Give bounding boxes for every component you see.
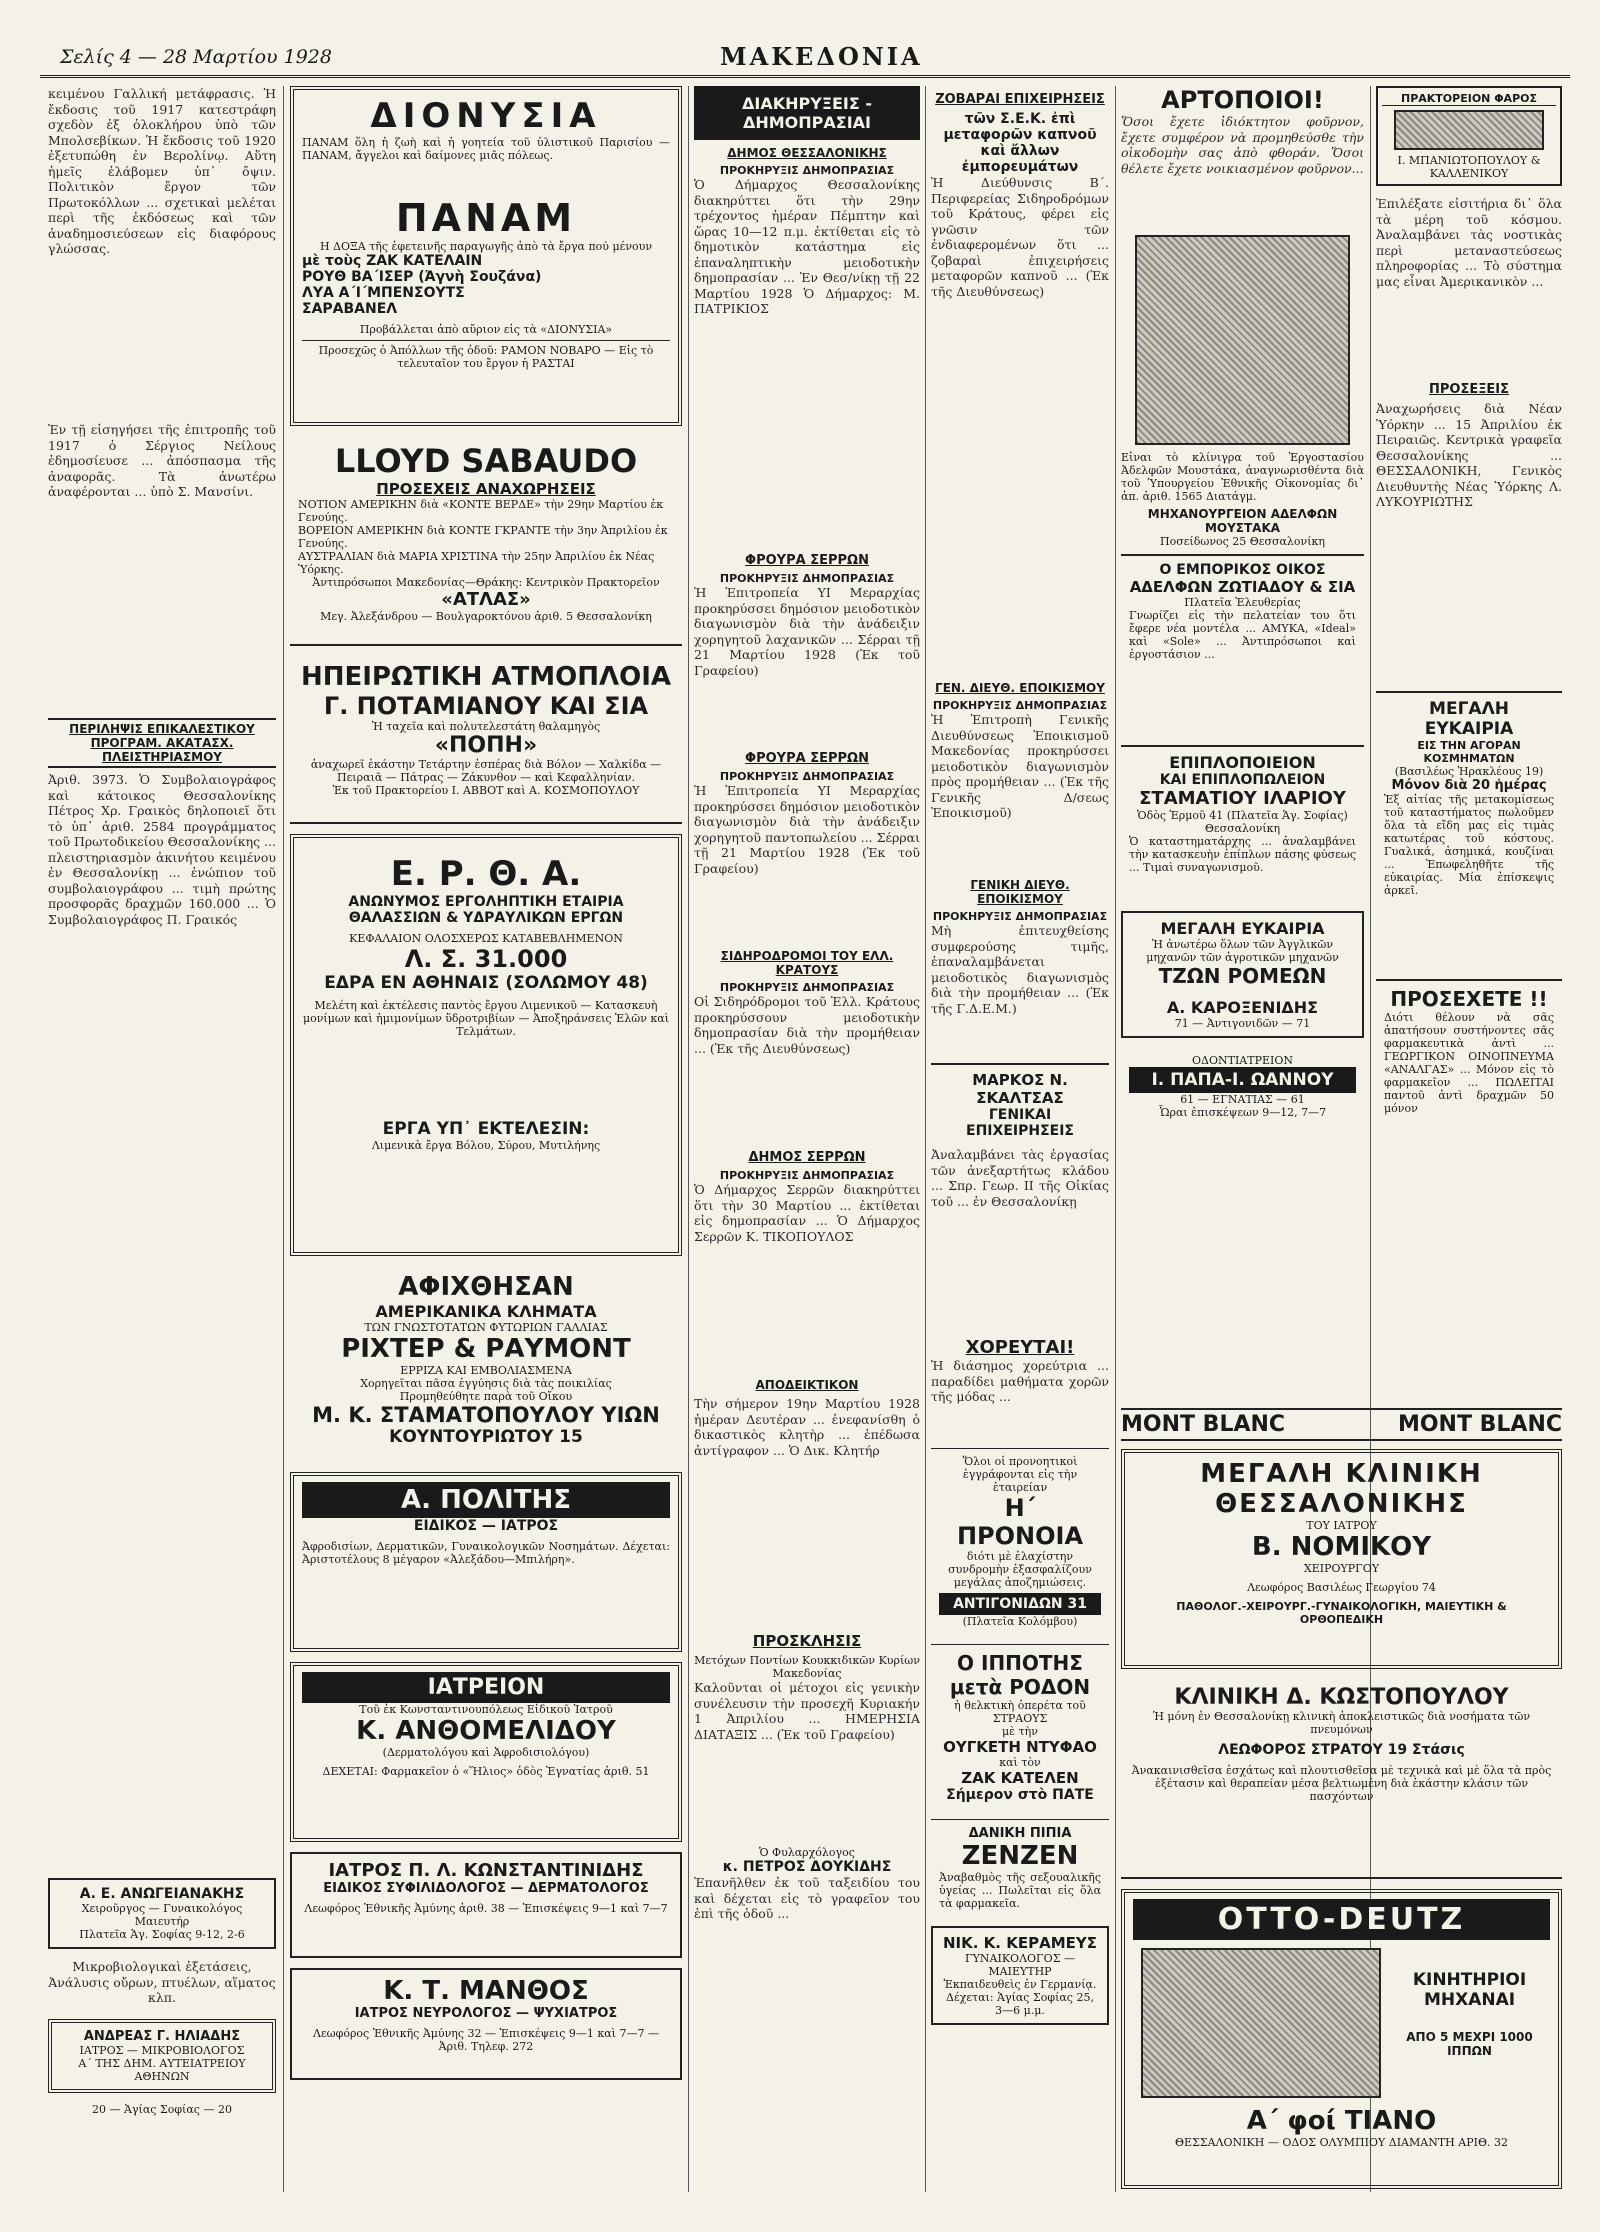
microbiology-note: Μικροβιολογικαὶ ἐξετάσεις, Ἀνάλυσις οὔρων, πτυέλων, αἵματος κλπ. [48, 1959, 276, 2005]
ad-ertha: Ε. Ρ. Θ. Α. ΑΝΩΝΥΜΟΣ ΕΡΓΟΛΗΠΤΙΚΗ ΕΤΑΙΡΙΑ ΘΑΛΑΣΣΙΩΝ & ΥΔΡΑΥΛΙΚΩΝ ΕΡΓΩΝ ΚΕΦΑΛΑΙΟΝ ΟΛΟΣΧΕΡΩΣ ΚΑΤΑΒΕΒΛΗΜΕΝΟΝ Λ. Σ. 31.000 ΕΔΡΑ ΕΝ ΑΘΗΝΑΙΣ (ΣΟΛΩΜΟΥ 48) Μελέτη καὶ ἐκτέλεσις παντὸς ἔργου Λιμενικοῦ — Κατασκευὴ μονίμων καὶ ἡμιμονίμων ὕδροτριβίων — Ἀποξηράνσεις Ἑλῶν καὶ Τελμάτων. ΕΡΓΑ ΥΠ᾽ ΕΚΤΕΛΕΣΙΝ: Λιμενικὰ ἔργα Βόλου, Σύρου, Μυτιλήνης [290, 834, 682, 1256]
ad-nomikou-clinic: ΜΕΓΑΛΗ ΚΛΙΝΙΚΗ ΘΕΣΣΑΛΟΝΙΚΗΣ ΤΟΥ ΙΑΤΡΟΥ Β. ΝΟΜΙΚΟΥ ΧΕΙΡΟΥΡΓΟΥ Λεωφόρος Βασιλέως Γεωργίου 74 ΠΑΘΟΛΟΓ.-ΧΕΙΡΟΥΡΓ.-ΓΥΝΑΙΚΟΛΟΓΙΚΗ, ΜΑΙΕΥΤΙΚΗ & ΟΡΘΟΠΕΔΙΚΗ [1121, 1449, 1562, 1669]
ad-skaltsas: ΜΑΡΚΟΣ Ν. ΣΚΑΛΤΣΑΣ ΓΕΝΙΚΑΙ ΕΠΙΧΕΙΡΗΣΕΙΣ [931, 1063, 1109, 1145]
notice-4-text: Οἱ Σιδηρόδρομοι τοῦ Ἑλλ. Κράτους προκηρύσσουν μειοδοτικὴν δημοπρασίαν διὰ τὴν προμήθειαν ... (Ἐκ τῆς Διευθύνσεως) [694, 994, 920, 1056]
oven-illustration [1135, 235, 1350, 445]
notice-5-title: ΔΗΜΟΣ ΣΕΡΡΩΝ [748, 1150, 866, 1165]
faros-logo [1394, 110, 1544, 150]
article-protocols-2: Ἐν τῇ εἰσηγήσει τῆς ἐπιτροπῆς τοῦ 1917 ὁ Σέργιος Νείλους ἐδημοσίευσε ... ἀπόσπασμα τῆς ἀναφορᾶς. Τὰ ἀνωτέρω ἀναφέρονται ... ὑπὸ Σ. Μανσίνι. [48, 422, 276, 499]
dancers-title: ΧΟΡΕΥΤΑΙ! [965, 1337, 1075, 1358]
ad-manthos: Κ. Τ. ΜΑΝΘΟΣ ΙΑΤΡΟΣ ΝΕΥΡΟΛΟΓΟΣ — ΨΥΧΙΑΤΡΟΣ Λεωφόρος Ἐθνικῆς Ἀμύνης 32 — Ἐπισκέψεις 9—1 καὶ 7—7 — Ἀριθ. Τηλεφ. 272 [290, 1968, 682, 2080]
column-6: ΠΡΑΚΤΟΡΕΙΟΝ ΦΑΡΟΣ Ι. ΜΠΑΝΙΩΤΟΠΟΥΛΟΥ & ΚΑΛΛΕΝΙΚΟΥ Ἐπιλέξατε εἰσιτήρια δι᾽ ὅλα τὰ μέρη τοῦ κόσμου. Ἀναλαμβάνει τὰς νοστικὰς περὶ μεταναστεύσεως πληροφορίας ... Τὸ σύστημα μας εἶναι Ἀμερικανικὸν ... ΠΡΟΣΕΞΕΙΣ Ἀναχωρήσεις διὰ Νέαν Ὑόρκην ... 15 Ἀπριλίου ἐκ Πειραιῶς. Κεντρικὰ γραφεῖα Θεσσαλονίκης ... ΘΕΣΣΑΛΟΝΙΚΗ, Γενικὸς Διευθυντὴς Νέας Ὑόρκης Λ. ΛΥΚΟΥΡΙΩΤΗΣ ΜΕΓΑΛΗ ΕΥΚΑΙΡΙΑ ΕΙΣ ΤΗΝ ΑΓΟΡΑΝ ΚΟΣΜΗΜΑΤΩΝ (Βασιλέως Ἡρακλέους 19) Μόνον διὰ 20 ἡμέρας Ἐξ αἰτίας τῆς μετακομίσεως τοῦ καταστήματος πωλοῦμεν ὅλα τὰ εἴδη μας εἰς τιμὰς κατωτέρας τοῦ κόστους. Γυαλικά, ἀσημικά, κουζίναι ... Ἐπωφεληθῆτε τῆς εὐκαιρίας. Μία ἐπίσκεψις ἀρκεῖ. ΠΡΟΣΕΧΕΤΕ !! Διότι θέλουν νὰ σᾶς ἀπατήσουν συστήνοντες σᾶς φαρμακευτικὰ ἀντὶ ... ΓΕΩΡΓΙΚΟΝ ΟΙΝΟΠΝΕΥΜΑ «ΑΝΑΛΓΑΣ» ... Μόνον εἰς τὸ φαρμακεῖον ... ΠΩΛΕΙΤΑΙ παντοῦ ἀντὶ δραχμῶν 50 μόνον [1376, 86, 1562, 2202]
ad-kostopoulou-clinic: ΚΛΙΝΙΚΗ Δ. ΚΩΣΤΟΠΟΥΛΟΥ Ἡ μόνη ἐν Θεσσαλονίκῃ κλινικὴ ἀποκλειστικῶς διὰ νοσήματα τῶν πνευμόνων ΛΕΩΦΟΡΟΣ ΣΤΡΑΤΟΥ 19 Στάσις Ἀνακαινισθεῖσα ἐσχάτως καὶ πλουτισθεῖσα μὲ τεχνικὰ καὶ μὲ ὅλα τὰ πρὸς ἐξέτασιν καὶ θεραπείαν μέσα βελτιωμένη διὰ ἑκάστην κλάσιν τῶν πασχόντων [1121, 1679, 1562, 1879]
column-5: ΑΡΤΟΠΟΙΟΙ! Ὅσοι ἔχετε ἰδιόκτητον φοῦρνον, ἔχετε συμφέρον νὰ προμηθεύσθε τὴν οἰκοδομὴν σας ἀπὸ φθοράν. Ὅσοι θέλετε ἔχετε νοικιασμένον φοῦρνον... Εἶναι τὸ κλίνιγρα τοῦ Ἐργοστασίου Ἀδελφῶν Μουστάκα, ἀναγνωρισθέντα διὰ τοῦ Ὑπουργείου Ἐθνικῆς Οἰκονομίας δι᾽ ἀπ. ἀριθ. 1565 Διατάγμ. ΜΗΧΑΝΟΥΡΓΕΙΟΝ ΑΔΕΛΦΩΝ ΜΟΥΣΤΑΚΑ Ποσείδωνος 25 Θεσσαλονίκη Ο ΕΜΠΟΡΙΚΟΣ ΟΙΚΟΣ ΑΔΕΛΦΩΝ ΖΩΤΙΑΔΟΥ & ΣΙΑ Πλατεῖα Ἐλευθερίας Γνωρίζει εἰς τὴν πελατείαν του ὅτι ἔφερε νέα μοντέλα ... ΑΜΥΚΑ, «Ideal» καὶ «Sole» ... Ἀντιπρόσωποι καὶ ἐργοστάσιον ... ΕΠΙΠΛΟΠΟΙΕΙΟΝ ΚΑΙ ΕΠΙΠΛΟΠΩΛΕΙΟΝ ΣΤΑΜΑΤΙΟΥ ΙΛΑΡΙΟΥ Ὁδὸς Ἑρμοῦ 41 (Πλατεῖα Ἁγ. Σοφίας) Θεσσαλονίκη Ὁ καταστηματάρχης ... ἀναλαμβάνει τὴν κατασκευὴν ἐπίπλων πάσης φύσεως ... Τιμαὶ συναγωνισμοῦ. ΜΕΓΑΛΗ ΕΥΚΑΙΡΙΑ Ἡ ἀνωτέρω ὅλων τῶν Ἀγγλικῶν μηχανῶν τῶν ἀγροτικῶν μηχανῶν ΤΖΩΝ ΡΟΜΕΩΝ Α. ΚΑΡΟΞΕΝΙΔΗΣ 71 — Ἀντιγονιδῶν — 71 ΟΔΟΝΤΙΑΤΡΕΙΟΝ Ι. ΠΑΠΑ-Ι. ΩΑΝΝΟΥ 61 — ΕΓΝΑΤΙΑΣ — 61 Ὧραι ἐπισκέψεων 9—12, 7—7 [1121, 86, 1364, 2202]
column-2 [290, 86, 682, 2202]
notice-1-title: ΔΗΜΟΣ ΘΕΣΣΑΛΟΝΙΚΗΣ [727, 146, 887, 160]
faros-departures-title: ΠΡΟΣΕΞΕΙΣ [1428, 382, 1510, 397]
ad-konstantinidis: ΙΑΤΡΟΣ Π. Λ. ΚΩΝΣΤΑΝΤΙΝΙΔΗΣ ΕΙΔΙΚΟΣ ΣΥΦΙΛΙΔΟΛΟΓΟΣ — ΔΕΡΜΑΤΟΛΟΓΟΣ Λεωφόρος Ἐθνικῆς Ἀμύνης ἀριθ. 38 — Ἐπισκέψεις 9—1 καὶ 7—7 [290, 1852, 682, 1958]
notice-7-title: ΠΡΟΣΚΛΗΣΙΣ [752, 1632, 862, 1650]
masthead [40, 38, 1570, 78]
notice-3-title: ΦΡΟΥΡΑ ΣΕΡΡΩΝ [745, 751, 869, 766]
notice-2-title: ΦΡΟΥΡΑ ΣΕΡΡΩΝ [745, 553, 869, 568]
notice-3-text: Ἡ Ἐπιτροπεία ΥΙ Μεραρχίας προκηρύσσει δημόσιον μειοδοτικὸν διαγωνισμὸν διὰ τὴν ἀνάδειξιν χορηγητοῦ παντοπωλείου ... Σέρραι τῇ 21 Μαρτίου 1928 (Ἐκ τοῦ Γραφείου) [694, 783, 920, 876]
ad-zenzen: ΔΑΝΙΚΗ ΠΙΠΙΑ ΖΕΝΖΕΝ Ἀναβαθμὸς τῆς σεξουαλικῆς ὑγείας ... Πωλεῖται εἰς ὅλα τὰ φαρμακεῖα. [931, 1819, 1109, 1916]
ad-anthomelidou: ΙΑΤΡΕΙΟΝ Τοῦ ἐκ Κωνσταντινουπόλεως Εἰδικοῦ Ἰατροῦ Κ. ΑΝΘΟΜΕΛΙΔΟΥ (Δερματολόγου καὶ Ἀφροδισιολόγου) ΔΕΧΕΤΑΙ: Φαρμακεῖον ὁ «Ἥλιος» ὁδὸς Ἐγνατίας ἀριθ. 51 [290, 1662, 682, 1842]
column-4: ΖΟΒΑΡΑΙ ΕΠΙΧΕΙΡΗΣΕΙΣ τῶν Σ.Ε.Κ. ἐπὶ μεταφορῶν καπνοῦ καὶ ἄλλων ἐμπορευμάτων Ἡ Διεύθυνσις Β΄. Περιφερείας Σιδηροδρόμων τοῦ Κράτους, φέρει εἰς γνῶσιν τῶν ἐνδιαφερομένων ὅτι ... ζοβαραὶ ἐπιχειρήσεις μεταφορῶν καπνοῦ ... (Ἐκ τῆς Διευθύνσεως) ΓΕΝ. ΔΙΕΥΘ. ΕΠΟΙΚΙΣΜΟΥ ΠΡΟΚΗΡΥΞΙΣ ΔΗΜΟΠΡΑΣΙΑΣ Ἡ Ἐπιτροπὴ Γενικῆς Διευθύνσεως Ἐποικισμοῦ Μακεδονίας προκηρύσσει μειοδοτικὸν διαγωνισμὸν πρὸς προμήθειαν ... (Ἐκ τῆς Γενικῆς Δ/σεως Ἐποικισμοῦ) ΓΕΝΙΚΗ ΔΙΕΥΘ. ΕΠΟΙΚΙΣΜΟΥ ΠΡΟΚΗΡΥΞΙΣ ΔΗΜΟΠΡΑΣΙΑΣ Μὴ ἐπιτευχθείσης συμφερούσης τιμῆς, ἐπαναλαμβάνεται μειοδοτικὸς διαγωνισμὸς διὰ τὴν προμήθειαν ... (Ἐκ τῆς Γ.Δ.Ε.Μ.) ΜΑΡΚΟΣ Ν. ΣΚΑΛΤΣΑΣ ΓΕΝΙΚΑΙ ΕΠΙΧΕΙΡΗΣΕΙΣ Ἀναλαμβάνει τὰς ἐργασίας τῶν ἀνεξαρτήτως κλάδου ... Σπρ. Γεωρ. ΙΙ τῆς Οἰκίας τοῦ ... ἐν Θεσσαλονίκῃ ΧΟΡΕΥΤΑΙ! Ἡ διάσημος χορεύτρια ... παραδίδει μαθήματα χορῶν τῆς μόδας ... Ὅλοι οἱ προνοητικοὶ ἐγγράφονται εἰς τὴν ἑταιρείαν Η΄ ΠΡΟΝΟΙΑ διότι μὲ ἐλαχίστην συνδρομὴν ἐξασφαλίζουν μεγάλας ἀποζημιώσεις. ΑΝΤΙΓΟΝΙΔΩΝ 31 (Πλατεῖα Κολόμβου) Ο ΙΠΠΟΤΗΣ μετὰ ΡΟΔΟΝ ἡ θελκτικὴ ὀπερέτα τοῦ ΣΤΡΑΟΥΣ μὲ τὴν ΟΥΓΚΕΤΗ ΝΤΥΦΑΟ καὶ τὸν ΖΑΚ ΚΑΤΕΛΕΝ Σήμερον στὸ ΠΑΤΕ ΔΑΝΙΚΗ ΠΙΠΙΑ ΖΕΝΖΕΝ Ἀναβαθμὸς τῆς σεξουαλικῆς ὑγείας ... Πωλεῖται εἰς ὅλα τὰ φαρμακεῖα. ΝΙΚ. Κ. ΚΕΡΑΜΕΥΣ ΓΥΝΑΙΚΟΛΟΓΟΣ — ΜΑΙΕΥΤΗΡ Ἐκπαιδευθεὶς ἐν Γερμανίᾳ. Δέχεται: Ἁγίας Σοφίας 25, 3—6 μ.μ. [931, 86, 1109, 2202]
ad-dionysia-cinema: ΔΙΟΝΥΣΙΑ ΠΑΝΑΜ ὅλη ἡ ζωὴ καὶ ἡ γοητεία τοῦ ὑλιστικοῦ Παρισίου — ΠΑΝΑΜ, ἄγγελοι καὶ δαίμονες μιᾶς πόλεως. ΠΑΝΑΜ Η ΔΟΞΑ τῆς ἐφετεινῆς παραγωγῆς ἀπὸ τὰ ἔργα πού μένουν μὲ τοὺς ΖΑΚ ΚΑΤΕΛΑΙΝ ΡΟΥΘ ΒΑ΄ΙΣΕΡ (Ἀγνὴ Σουζάνα) ΛΥΑ Α΄Ι΄ΜΠΕΝΣΟΥΤΣ ΣΑΡΑΒΑΝΕΛ Προβάλλεται ἀπὸ αὔριον εἰς τὰ «ΔΙΟΝΥΣΙΑ» Προσεχῶς ὁ Ἀπόλλων τῆς ὁδοῦ: ΡΑΜΟΝ ΝΟΒΑΡΟ — Εἰς τὸ τελευταῖον του ἔργον ἡ ΡΑΣΤΑΙ [290, 86, 682, 426]
ad-prosoxi: ΠΡΟΣΕΧΕΤΕ !! Διότι θέλουν νὰ σᾶς ἀπατήσουν συστήνοντες σᾶς φαρμακευτικὰ ἀντὶ ... ΓΕΩΡΓΙΚΟΝ ΟΙΝΟΠΝΕΥΜΑ «ΑΝΑΛΓΑΣ» ... Μόνον εἰς τὸ φαρμακεῖον ... ΠΩΛΕΙΤΑΙ παντοῦ ἀντὶ δραχμῶν 50 μόνον [1376, 979, 1562, 1247]
notice-5-text: Ὁ Δήμαρχος Σερρῶν διακηρύττει ὅτι τὴν 30 Μαρτίου ... ἐκτίθεται εἰς δημοπρασίαν ... Ὁ Δήμαρχος Σερρῶν Κ. ΤΙΚΟΠΟΥΛΟΣ [694, 1182, 920, 1244]
montblanc-left: MONT BLANC [1121, 1412, 1286, 1437]
ad-faros: ΠΡΑΚΤΟΡΕΙΟΝ ΦΑΡΟΣ Ι. ΜΠΑΝΙΩΤΟΠΟΥΛΟΥ & ΚΑΛΛΕΝΙΚΟΥ [1376, 86, 1562, 186]
paper-title: ΜΑΚΕΔΟΝΙΑ [720, 42, 923, 71]
engine-illustration [1141, 1948, 1381, 2098]
notice-6-text: Τὴν σήμερον 19ην Μαρτίου 1928 ἡμέραν Δευτέραν ... ἐνεφανίσθη ὁ δικαστικὸς κλητὴρ ... ἐπέδωσα ἀντίγραφον ... Ὁ Δικ. Κλητήρ [694, 1396, 920, 1458]
ad-papaioannou: ΟΔΟΝΤΙΑΤΡΕΙΟΝ Ι. ΠΑΠΑ-Ι. ΩΑΝΝΟΥ 61 — ΕΓΝΑΤΙΑΣ — 61 Ὧραι ἐπισκέψεων 9—12, 7—7 [1121, 1048, 1364, 1125]
tenders-banner: ΔΙΑΚΗΡΥΞΕΙΣ - ΔΗΜΟΠΡΑΣΙΑΙ [694, 86, 920, 140]
notice-1-text: Ὁ Δήμαρχος Θεσσαλονίκης διακηρύττει ὅτι τὴν 29ην τρέχοντος ἡμέραν Πέμπτην καὶ ὥρας 10—12 π.μ. ἐκτίθεται εἰς τὸ δημοτικὸν κατάστημα εἰς ἐπαναληπτικὴν μειοδοτικὴν δημοπρασίαν ... Ἐν Θεσ/νίκῃ τῇ 22 Μαρτίου 1928 Ὁ Δήμαρχος: Μ. ΠΑΤΡΙΚΙΟΣ [694, 177, 920, 316]
gen-notice-title: ΓΕΝ. ΔΙΕΥΘ. ΕΠΟΙΚΙΣΜΟΥ [935, 681, 1105, 695]
zovarai-title: ΖΟΒΑΡΑΙ ΕΠΙΧΕΙΡΗΣΕΙΣ [935, 92, 1105, 107]
notice-4-title: ΣΙΔΗΡΟΔΡΟΜΟΙ ΤΟΥ ΕΛΛ. ΚΡΑΤΟΥΣ [720, 949, 894, 977]
ad-polites: Α. ΠΟΛΙΤΗΣ ΕΙΔΙΚΟΣ — ΙΑΤΡΟΣ Ἀφροδισίων, Δερματικῶν, Γυναικολογικῶν Νοσημάτων. Δέχεται: Ἀριστοτέλους 8 μέγαρον «Ἀλεξάδου—Μπιλήρη». [290, 1472, 682, 1652]
ad-lloyd-sabaudo: LLOYD SABAUDO ΠΡΟΣΕΧΕΙΣ ΑΝΑΧΩΡΗΣΕΙΣ ΝΟΤΙΟΝ ΑΜΕΡΙΚΗΝ διὰ «ΚΟΝΤΕ ΒΕΡΔΕ» τὴν 29ην Μαρτίου ἐκ Γενούης. ΒΟΡΕΙΟΝ ΑΜΕΡΙΚΗΝ διὰ ΚΟΝΤΕ ΓΚΡΑΝΤΕ τὴν 3ην Ἀπριλίου ἐκ Γενούης. ΑΥΣΤΡΑΛΙΑΝ διὰ ΜΑΡΙΑ ΧΡΙΣΤΙΝΑ τὴν 25ην Ἀπριλίου ἐκ Νέας Ὑόρκης. Ἀντιπρόσωποι Μακεδονίας—Θράκης: Κεντρικὸν Πρακτορεῖον «ΑΤΛΑΣ» Μεγ. Ἀλεξάνδρου — Βουλγαροκτόνου ἀριθ. 5 Θεσσαλονίκη [290, 436, 682, 646]
auction-notice-text: Ἀριθ. 3973. Ὁ Συμβολαιογράφος καὶ κάτοικος Θεσσαλονίκης Πέτρος Χρ. Γραικὸς δηλοποιεῖ ὅτι τὸ ὑπ᾽ ἀριθ. 2584 προγράμματος τοῦ Πρωτοδικείου Θεσσαλονίκης ... πλειστηριασμὸν ἀκινήτου κειμένου ἐν Θεσσαλονίκῃ ... ἐνώπιον τοῦ συμβολαιογράφου ... τιμὴ πρώτης προσφορᾶς δραχμῶν 160.000 ... Ὁ Συμβολαιογράφος Π. Γραικός [48, 772, 276, 927]
ad-otto-deutz: OTTO-DEUTZ ΚΙΝΗΤΗΡΙΟΙ ΜΗΧΑΝΑΙ ΑΠΟ 5 ΜΕΧΡΙ 1000 ΙΠΠΩΝ Α΄ φοί ΤΙΑΝΟ ΘΕΣΣΑΛΟΝΙΚΗ — ΟΔΟΣ ΟΛΥΜΠΙΟΥ ΔΙΑΜΑΝΤΗ ΑΡΙΘ. 32 [1121, 1889, 1562, 2189]
ad-amerikanika-klimata: ΑΦΙΧΘΗΣΑΝ ΑΜΕΡΙΚΑΝΙΚΑ ΚΛΗΜΑΤΑ ΤΩΝ ΓΝΩΣΤΟΤΑΤΩΝ ΦΥΤΩΡΙΩΝ ΓΑΛΛΙΑΣ ΡΙΧΤΕΡ & ΡΑΥΜΟΝΤ ΕΡΡΙΖΑ ΚΑΙ ΕΜΒΟΛΙΑΣΜΕΝΑ Χορηγεῖται πᾶσα ἐγγύησις διὰ τὰς ποικιλίας Προμηθεύθητε παρὰ τοῦ Οἴκου Μ. Κ. ΣΤΑΜΑΤΟΠΟΥΛΟΥ ΥΙΩΝ ΚΟΥΝΤΟΥΡΙΩΤΟΥ 15 [312, 1272, 660, 1447]
ad-agora-kosmimaton: ΜΕΓΑΛΗ ΕΥΚΑΙΡΙΑ ΕΙΣ ΤΗΝ ΑΓΟΡΑΝ ΚΟΣΜΗΜΑΤΩΝ (Βασιλέως Ἡρακλέους 19) Μόνον διὰ 20 ἡμέρας Ἐξ αἰτίας τῆς μετακομίσεως τοῦ καταστήματος πωλοῦμεν ὅλα τὰ εἴδη μας εἰς τιμὰς κατωτέρας τοῦ κόστους. Γυαλικά, ἀσημικά, κουζίναι ... Ἐπωφεληθῆτε τῆς εὐκαιρίας. Μία ἐπίσκεψις ἀρκεῖ. [1376, 691, 1562, 969]
gen-notice-2-title: ΓΕΝΙΚΗ ΔΙΕΥΘ. ΕΠΟΙΚΙΣΜΟΥ [970, 878, 1070, 906]
zovarai-text: Ἡ Διεύθυνσις Β΄. Περιφερείας Σιδηροδρόμων τοῦ Κράτους, φέρει εἰς γνῶσιν τῶν ἐνδιαφερομένων ὅτι ... ζοβαραὶ ἐπιχειρήσεις μεταφορῶν καπνοῦ ... (Ἐκ τῆς Διευθύνσεως) [931, 175, 1109, 299]
ad-romeon: ΜΕΓΑΛΗ ΕΥΚΑΙΡΙΑ Ἡ ἀνωτέρω ὅλων τῶν Ἀγγλικῶν μηχανῶν τῶν ἀγροτικῶν μηχανῶν ΤΖΩΝ ΡΟΜΕΩΝ Α. ΚΑΡΟΞΕΝΙΔΗΣ 71 — Ἀντιγονιδῶν — 71 [1121, 911, 1364, 1038]
auction-notice-title: ΠΕΡΙΛΗΨΙΣ ΕΠΙΚΑΛΕΣΤΙΚΟΥ ΠΡΟΓΡΑΜ. ΑΚΑΤΑΣΧ. ΠΛΕΙΣΤΗΡΙΑΣΜΟΥ [48, 718, 276, 768]
ad-pronoia: Ὅλοι οἱ προνοητικοὶ ἐγγράφονται εἰς τὴν ἑταιρείαν Η΄ ΠΡΟΝΟΙΑ διότι μὲ ἐλαχίστην συνδρομὴν ἐξασφαλίζουν μεγάλας ἀποζημιώσεις. ΑΝΤΙΓΟΝΙΔΩΝ 31 (Πλατεῖα Κολόμβου) [931, 1448, 1109, 1634]
ad-keramefs: ΝΙΚ. Κ. ΚΕΡΑΜΕΥΣ ΓΥΝΑΙΚΟΛΟΓΟΣ — ΜΑΙΕΥΤΗΡ Ἐκπαιδευθεὶς ἐν Γερμανίᾳ. Δέχεται: Ἁγίας Σοφίας 25, 3—6 μ.μ. [931, 1926, 1109, 2025]
notice-7-text: Καλοῦνται οἱ μέτοχοι εἰς γενικὴν συνέλευσιν τὴν προσεχῆ Κυριακήν 1 Ἀπριλίου ... ΗΜΕΡΗΣΙΑ ΔΙΑΤΑΞΙΣ ... (Ἐκ τοῦ Γραφείου) [694, 1680, 920, 1742]
montblanc-right: MONT BLANC [1397, 1412, 1562, 1437]
ad-zotiadis: Ο ΕΜΠΟΡΙΚΟΣ ΟΙΚΟΣ ΑΔΕΛΦΩΝ ΖΩΤΙΑΔΟΥ & ΣΙΑ Πλατεῖα Ἐλευθερίας Γνωρίζει εἰς τὴν πελατείαν του ὅτι ἔφερε νέα μοντέλα ... ΑΜΥΚΑ, «Ideal» καὶ «Sole» ... Ἀντιπρόσωποι καὶ ἐργοστάσιον ... [1121, 554, 1364, 735]
page-date: Σελίς 4 — 28 Μαρτίου 1928 [60, 46, 332, 68]
ad-ilarios: ΕΠΙΠΛΟΠΟΙΕΙΟΝ ΚΑΙ ΕΠΙΠΛΟΠΩΛΕΙΟΝ ΣΤΑΜΑΤΙΟΥ ΙΛΑΡΙΟΥ Ὁδὸς Ἑρμοῦ 41 (Πλατεῖα Ἁγ. Σοφίας) Θεσσαλονίκη Ὁ καταστηματάρχης ... ἀναλαμβάνει τὴν κατασκευὴν ἐπίπλων πάσης φύσεως ... Τιμαὶ συναγωνισμοῦ. [1121, 745, 1364, 901]
lower-right-ads [1121, 1408, 1562, 2199]
ad-ipirotiki-atmoploia: ΗΠΕΙΡΩΤΙΚΗ ΑΤΜΟΠΛΟΙΑ Γ. ΠΟΤΑΜΙΑΝΟΥ ΚΑΙ ΣΙΑ Ἡ ταχεῖα καὶ πολυτελεστάτη θαλαμηγὸς «ΠΟΠΗ» ἀναχωρεῖ ἑκάστην Τετάρτην ἑσπέρας διὰ Βόλον — Χαλκίδα — Πειραιᾶ — Πάτρας — Ζάκυνθον — καὶ Κεφαλληνίαν. Ἐκ τοῦ Πρακτορείου Ι. ΑΒΒΟΤ καὶ Α. ΚΟΣΜΟΠΟΥΛΟΥ [290, 656, 682, 824]
ad-iliadis: ΑΝΔΡΕΑΣ Γ. ΗΛΙΑΔΗΣ ΙΑΤΡΟΣ — ΜΙΚΡΟΒΙΟΛΟΓΟΣ Α΄ ΤΗΣ ΔΗΜ. ΑΥΤΕΙΑΤΡΕΙΟΥ ΑΘΗΝΩΝ [48, 2019, 276, 2093]
ad-anogeianakis: Α. Ε. ΑΝΩΓΕΙΑΝΑΚΗΣ Χειροῦργος — Γυναικολόγος Μαιευτήρ Πλατεῖα Ἁγ. Σοφίας 9-12, 2-6 [48, 1878, 276, 1949]
column-3: ΔΙΑΚΗΡΥΞΕΙΣ - ΔΗΜΟΠΡΑΣΙΑΙ ΔΗΜΟΣ ΘΕΣΣΑΛΟΝΙΚΗΣ ΠΡΟΚΗΡΥΞΙΣ ΔΗΜΟΠΡΑΣΙΑΣ Ὁ Δήμαρχος Θεσσαλονίκης διακηρύττει ὅτι τὴν 29ην τρέχοντος ἡμέραν Πέμπτην καὶ ὥρας 10—12 π.μ. ἐκτίθεται εἰς τὸ δημοτικὸν κατάστημα εἰς ἐπαναληπτικὴν μειοδοτικὴν δημοπρασίαν ... Ἐν Θεσ/νίκῃ τῇ 22 Μαρτίου 1928 Ὁ Δήμαρχος: Μ. ΠΑΤΡΙΚΙΟΣ ΦΡΟΥΡΑ ΣΕΡΡΩΝ ΠΡΟΚΗΡΥΞΙΣ ΔΗΜΟΠΡΑΣΙΑΣ Ἡ Ἐπιτροπεία ΥΙ Μεραρχίας προκηρύσσει δημόσιον μειοδοτικὸν διαγωνισμὸν διὰ τὴν ἀνάδειξιν χορηγητοῦ λαχανικῶν ... Σέρραι τῇ 21 Μαρτίου 1928 (Ἐκ τοῦ Γραφείου) ΦΡΟΥΡΑ ΣΕΡΡΩΝ ΠΡΟΚΗΡΥΞΙΣ ΔΗΜΟΠΡΑΣΙΑΣ Ἡ Ἐπιτροπεία ΥΙ Μεραρχίας προκηρύσσει δημόσιον μειοδοτικὸν διαγωνισμὸν διὰ τὴν ἀνάδειξιν χορηγητοῦ παντοπωλείου ... Σέρραι τῇ 21 Μαρτίου 1928 (Ἐκ τοῦ Γραφείου) ΣΙΔΗΡΟΔΡΟΜΟΙ ΤΟΥ ΕΛΛ. ΚΡΑΤΟΥΣ ΠΡΟΚΗΡΥΞΙΣ ΔΗΜΟΠΡΑΣΙΑΣ Οἱ Σιδηρόδρομοι τοῦ Ἑλλ. Κράτους προκηρύσσουν μειοδοτικὴν δημοπρασίαν διὰ τὴν προμήθειαν ... (Ἐκ τῆς Διευθύνσεως) ΔΗΜΟΣ ΣΕΡΡΩΝ ΠΡΟΚΗΡΥΞΙΣ ΔΗΜΟΠΡΑΣΙΑΣ Ὁ Δήμαρχος Σερρῶν διακηρύττει ὅτι τὴν 30 Μαρτίου ... ἐκτίθεται εἰς δημοπρασίαν ... Ὁ Δήμαρχος Σερρῶν Κ. ΤΙΚΟΠΟΥΛΟΣ ΑΠΟΔΕΙΚΤΙΚΟΝ Τὴν σήμερον 19ην Μαρτίου 1928 ἡμέραν Δευτέραν ... ἐνεφανίσθη ὁ δικαστικὸς κλητὴρ ... ἐπέδωσα ἀντίγραφον ... Ὁ Δικ. Κλητήρ ΠΡΟΣΚΛΗΣΙΣ Μετόχων Ποντίων Κουκκιδικῶν Κυρίων Μακεδονίας Καλοῦνται οἱ μέτοχοι εἰς γενικὴν συνέλευσιν τὴν προσεχῆ Κυριακήν 1 Ἀπριλίου ... ΗΜΕΡΗΣΙΑ ΔΙΑΤΑΞΙΣ ... (Ἐκ τοῦ Γραφείου) Ὁ Φυλαρχόλογος κ. ΠΕΤΡΟΣ ΔΟΥΚΙΔΗΣ Ἐπανῆλθεν ἐκ τοῦ ταξειδίου του καὶ δέχεται εἰς τὸ γραφεῖον του ἐπὶ τῆς ὁδοῦ ... [694, 86, 920, 2202]
notice-8-name: κ. ΠΕΤΡΟΣ ΔΟΥΚΙΔΗΣ [722, 1859, 892, 1875]
notice-6-title: ΑΠΟΔΕΙΚΤΙΚΟΝ [755, 1378, 859, 1392]
address-footer: 20 — Ἁγίας Σοφίας — 20 [92, 2103, 232, 2116]
article-protocols: κειμένου Γαλλική μετάφρασις. Ἡ ἔκδοσις τοῦ 1917 κατεστράφη σχεδὸν ἐξ ὁλοκλήρου ὑπὸ τῶν Μπολσεβίκων. Ἡ ἔκδοσις τοῦ 1920 ἐξετυπώθη ἐν Βερολίνῳ. Αὕτη ἡμεῖς ἐλάβομεν ὑπ᾽ ὄψιν. Πολιτικὸν ἔργον τῶν Πρωτοκόλλων ... σχετικαὶ μελέται περὶ τῆς ἐκδόσεως καὶ τῶν ἀναδημοσιεύσεων εἰς διαφόρους γλώσσας. [48, 86, 276, 256]
notice-2-text: Ἡ Ἐπιτροπεία ΥΙ Μεραρχίας προκηρύσσει δημόσιον μειοδοτικὸν διαγωνισμὸν διὰ τὴν ἀνάδειξιν χορηγητοῦ λαχανικῶν ... Σέρραι τῇ 21 Μαρτίου 1928 (Ἐκ τοῦ Γραφείου) [694, 585, 920, 678]
bakers-title: ΑΡΤΟΠΟΙΟΙ! [1161, 86, 1324, 114]
column-1 [48, 86, 276, 2202]
ad-ippotis-rodon: Ο ΙΠΠΟΤΗΣ μετὰ ΡΟΔΟΝ ἡ θελκτικὴ ὀπερέτα τοῦ ΣΤΡΑΟΥΣ μὲ τὴν ΟΥΓΚΕΤΗ ΝΤΥΦΑΟ καὶ τὸν ΖΑΚ ΚΑΤΕΛΕΝ Σήμερον στὸ ΠΑΤΕ [931, 1644, 1109, 1809]
